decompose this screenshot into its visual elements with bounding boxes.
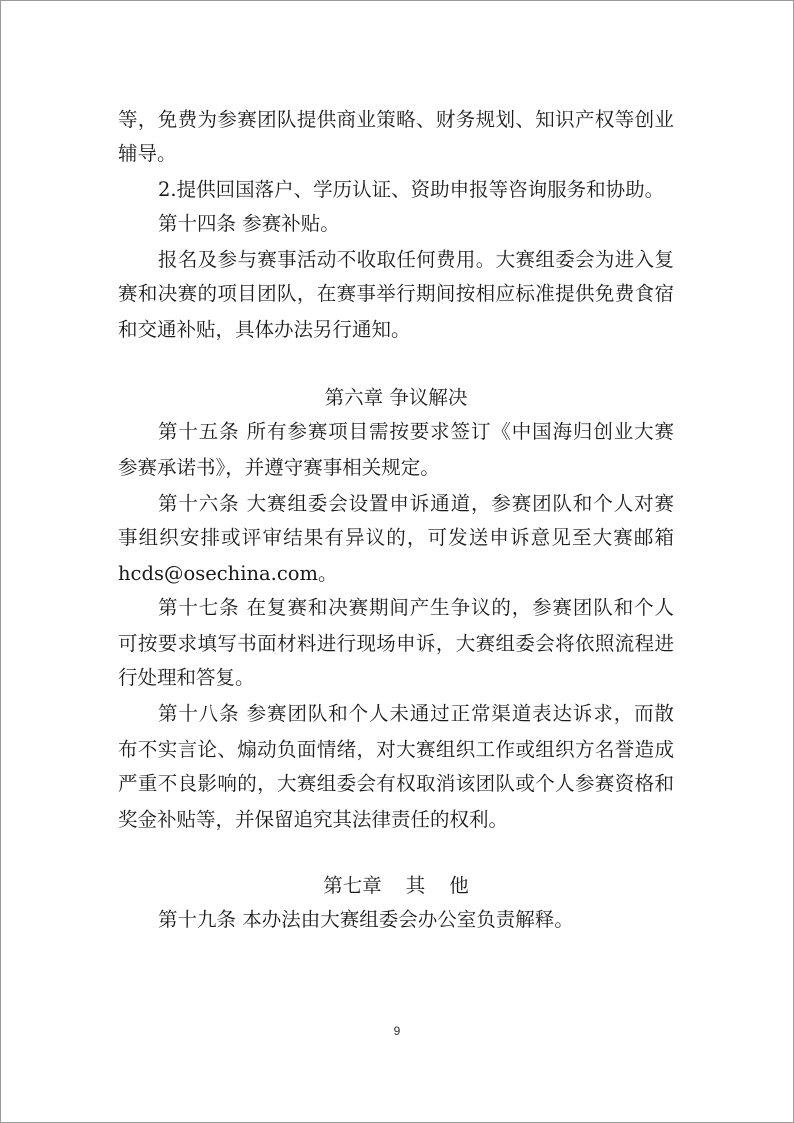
paragraph-line: 可按要求填写书面材料进行现场申诉，大赛组委会将依照流程进 <box>118 632 674 655</box>
article-16: 第十六条 大赛组委会设置申诉通道，参赛团队和个人对赛 <box>158 492 674 515</box>
paragraph-line: 参赛承诺书》，并遵守赛事相关规定。 <box>118 456 440 479</box>
paragraph-line: 报名及参与赛事活动不收取任何费用。大赛组委会为进入复 <box>158 248 674 271</box>
paragraph-line: 严重不良影响的，大赛组委会有权取消该团队或个人参赛资格和 <box>118 772 674 795</box>
paragraph-line: 辅导。 <box>118 142 177 165</box>
chapter-6-heading: 第六章 争议解决 <box>324 386 468 409</box>
paragraph-line: 赛和决赛的项目团队，在赛事举行期间按相应标准提供免费食宿 <box>118 282 674 305</box>
article-19: 第十九条 本办法由大赛组委会办公室负责解释。 <box>158 908 574 931</box>
chapter-7-number: 第七章 <box>323 874 382 897</box>
article-15: 第十五条 所有参赛项目需按要求签订《中国海归创业大赛 <box>158 420 674 443</box>
paragraph-line: 奖金补贴等，并保留追究其法律责任的权利。 <box>118 808 509 831</box>
chapter-7-title-char-2: 他 <box>449 874 469 897</box>
page-number: 9 <box>393 1024 401 1038</box>
paragraph-line: 等，免费为参赛团队提供商业策略、财务规划、知识产权等创业 <box>118 108 674 131</box>
paragraph-line: 布不实言论、煽动负面情绪，对大赛组织工作或组织方名誉造成 <box>118 738 674 761</box>
article-17: 第十七条 在复赛和决赛期间产生争议的，参赛团队和个人 <box>158 596 674 619</box>
paragraph-line: 和交通补贴，具体办法另行通知。 <box>118 318 411 341</box>
chapter-7-title-char-1: 其 <box>405 874 426 897</box>
article-14-title: 第十四条 参赛补贴。 <box>158 212 340 235</box>
paragraph-line: 行处理和答复。 <box>118 666 255 689</box>
paragraph-line: 事组织安排或评审结果有异议的，可发送申诉意见至大赛邮箱 <box>118 526 674 549</box>
contact-email: hcds@osechina.com。 <box>118 562 338 585</box>
article-18: 第十八条 参赛团队和个人未通过正常渠道表达诉求，而散 <box>158 702 674 725</box>
paragraph-line: 2.提供回国落户、学历认证、资助申报等咨询服务和协助。 <box>158 178 665 201</box>
